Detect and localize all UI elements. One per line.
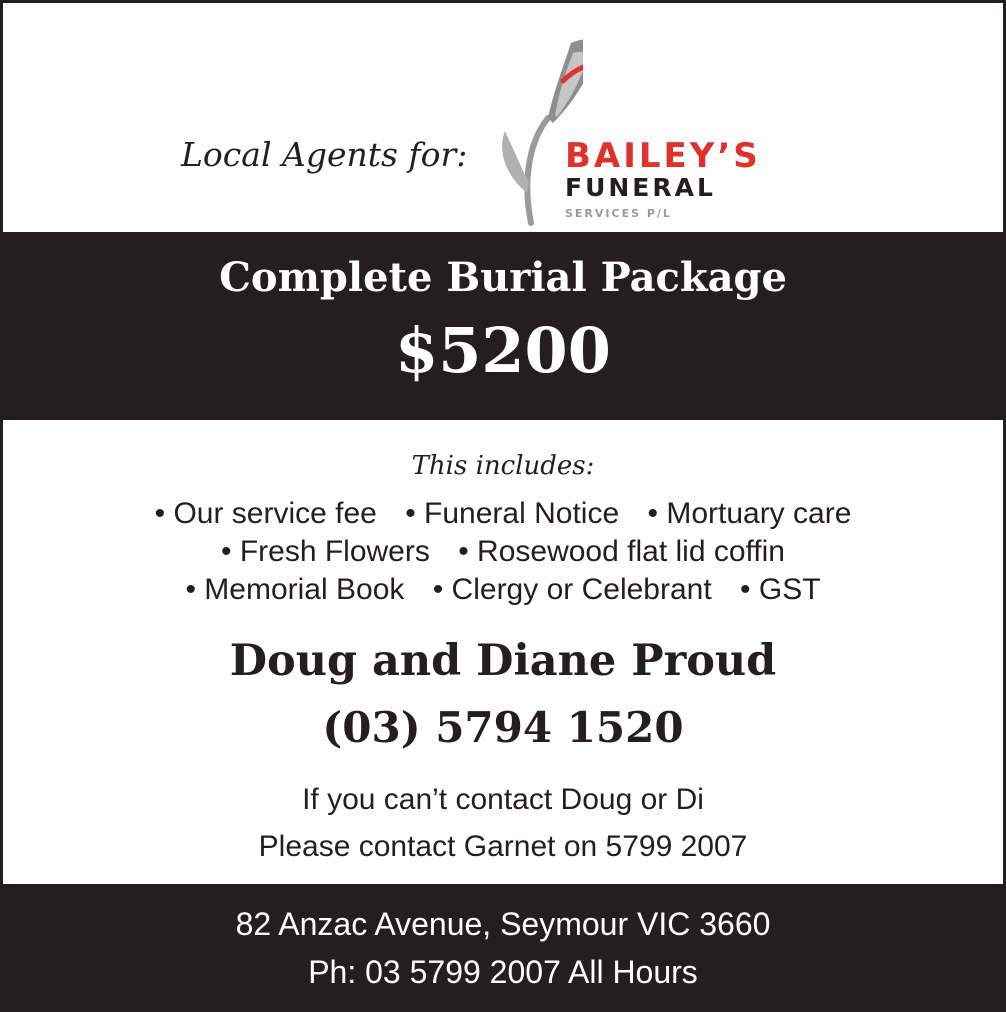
- includes-row-1: [3, 497, 1003, 531]
- package-title: Complete Burial Package: [219, 254, 787, 301]
- logo-line3: SERVICES P/L: [565, 207, 672, 220]
- contact-phone: (03) 5794 1520: [322, 703, 684, 752]
- contact-names: Doug and Diane Proud: [229, 636, 777, 686]
- list-item: • Mortuary care: [647, 497, 852, 530]
- includes-row-2: [3, 535, 1003, 569]
- list-item: • Fresh Flowers: [220, 535, 430, 568]
- list-item: • Rosewood flat lid coffin: [458, 535, 785, 568]
- logo-name: BAILEY’S: [565, 136, 761, 176]
- alt-contact-line-1: If you can’t contact Doug or Di: [302, 783, 704, 816]
- includes-row-3: [3, 573, 1003, 607]
- includes-title: This includes:: [411, 451, 595, 481]
- package-price: $5200: [395, 314, 611, 387]
- header: [3, 3, 1003, 231]
- list-item: • Our service fee: [154, 497, 377, 530]
- footer-phone: Ph: 03 5799 2007 All Hours: [308, 954, 698, 990]
- agents-label: Local Agents for:: [181, 135, 468, 174]
- footer-address: 82 Anzac Avenue, Seymour VIC 3660: [235, 906, 771, 942]
- package-band: [3, 232, 1003, 420]
- list-item: • Funeral Notice: [405, 497, 620, 530]
- list-item: • GST: [740, 573, 821, 606]
- logo-line2: FUNERAL: [565, 173, 716, 202]
- footer-band: [3, 884, 1003, 1009]
- baileys-logo: [493, 23, 873, 228]
- list-item: • Memorial Book: [185, 573, 405, 606]
- list-item: • Clergy or Celebrant: [432, 573, 712, 606]
- alt-contact-line-2: Please contact Garnet on 5799 2007: [258, 830, 748, 863]
